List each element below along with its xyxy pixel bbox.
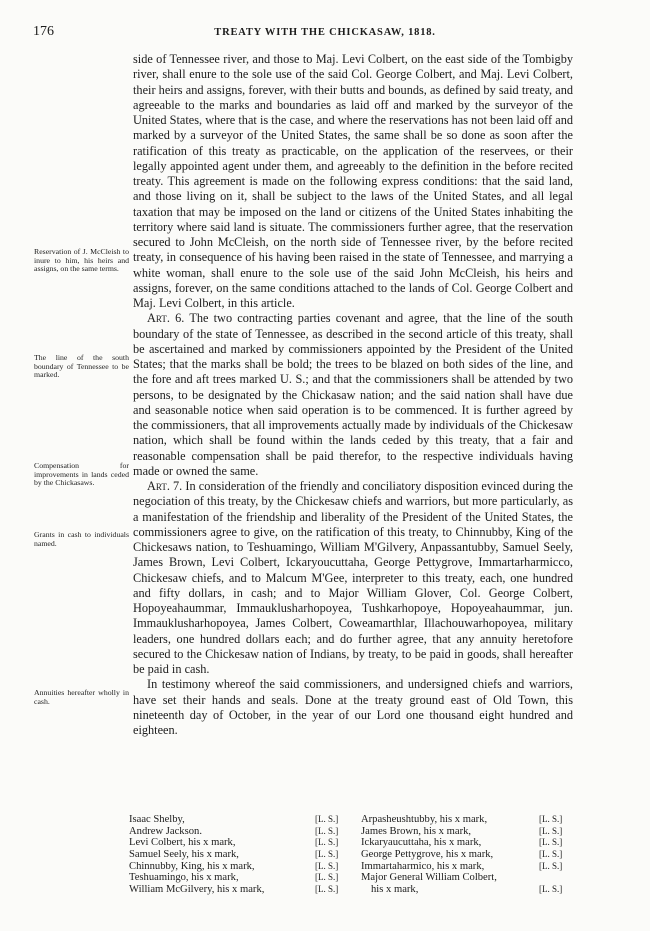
margin-note: Reservation of J. McCleish to inure to him, his heirs and assigns, on the same terms.	[34, 247, 129, 274]
paragraph-text: The two contracting parties covenant and agree, that the line of the south boundary of the state of Tennessee, as described in the second article of this treaty, shall be ascertained and marked by commissioners appointed by the President of the United States; that the marks shall be bold; the trees to be blazed on both sides of the line, and the fore and aft trees marked U. S.; and that the commissioners shall be attended by two persons, to be designated by the Chickasaw nation; and the said nation shall have due and seasonable notice when said operation is to be commenced. It is further agreed by the commissioners, that all improvements actually made by individuals of the Chickesaw nation, which shall be found within the lands ceded by this treaty, that a fair and reasonable compensation shall be paid therefor, to the respective individuals having made or owned the same.	[133, 311, 573, 478]
signatory-name: Immartaharmico, his x mark,	[361, 860, 485, 872]
signature-row	[361, 849, 579, 861]
paragraph-text: In testimony whereof the said commissioners, and undersigned chiefs and warriors, have set their hands and seals. Done at the treaty ground east of Old Town, this nineteenth day of October, in the year of our Lord one thousand eight hundred and eighteen.	[133, 677, 573, 737]
signature-row	[361, 861, 579, 873]
article-7-paragraph	[133, 479, 573, 677]
margin-note: Grants in cash to individuals named.	[34, 530, 129, 548]
seal-mark: [L. S.]	[539, 884, 563, 895]
paragraph-text: side of Tennessee river, and those to Maj. Levi Colbert, on the east side of the Tombigby river, shall enure to the sole use of the said Col. George Colbert, and Maj. Levi Colbert, their heirs and assigns, forever, with their butts and bounds, as defined by said treaty, and agreeable to the marks and boundaries as laid off and marked by the surveyor of the United States, where that is the case, and where the reservations has not been laid off and marked by a surveyor of the United States, the same shall be so done as soon after the ratification of this treaty as practicable, on the application of the reservees, or their legally appointed agent under them, and agreeably to the definition in the before recited treaty. This agreement is made on the following express conditions: that the said land, and those living on it, shall be subject to the laws of the United States, and all legal taxation that may be imposed on the land or citizens of the United States inhabiting the territory where said land is situate. The commissioners further agree, that the reservation secured to John McCleish, on the north side of Tennessee river, by the before recited treaty, in consequence of his having been raised in the state of Tennessee, and marrying a white woman, shall enure to the sole use of the said John McCleish, his heirs and assigns, forever, on the same conditions attached to the lands of Col. George Colbert and Maj. Levi Colbert, in this article.	[133, 52, 573, 310]
signature-column-left	[129, 814, 364, 896]
signatory-name: Teshuamingo, his x mark,	[129, 872, 239, 884]
signature-row	[129, 837, 364, 849]
signatory-name: Samuel Seely, his x mark,	[129, 849, 239, 861]
signatory-name: his x mark,	[371, 884, 419, 896]
article-label: Art. 6.	[147, 311, 185, 326]
signature-row	[129, 872, 364, 884]
signatory-name: Levi Colbert, his x mark,	[129, 837, 236, 849]
signature-row	[361, 837, 579, 849]
seal-mark: [L. S.]	[315, 849, 339, 860]
paragraph-text: In consideration of the friendly and conciliatory disposition evinced during the negociation of this treaty, by the Chickesaw chiefs and warriors, but more particularly, as a manifestation of the friendship and liberality of the President of the United States, the commissioners agree to give, on the ratification of this treaty, to Chinnubby, King of the Chickesaws nation, to Teshuamingo, William M'Gilvery, Anpassantubby, Samuel Seely, James Brown, Levi Colbert, Ickaryoucuttaha, George Pettygrove, Immartarharmicco, Chickesaw chiefs, and to Malcum M'Gee, interpreter to this treaty, each, one hundred and fifty dollars, in cash; and to Major William Glover, Col. George Colbert, Hopoyeahaummar, Immauklusharhopoyea, Tushkarhopoye, Hopoyeahaummar, jun. Immauklusharhopoyea, James Colbert, Coweamarthlar, Illachouwarhopoyea, military leaders, one hundred dollars each; and do further agree, that any annuity heretofore secured to the Chickesaw nation of Indians, by treaty, to be paid in goods, shall hereafter be paid in cash.	[133, 479, 574, 676]
signature-row	[129, 849, 364, 861]
signatory-name: Isaac Shelby,	[129, 814, 185, 825]
seal-mark: [L. S.]	[315, 884, 339, 895]
signatory-name: Ickaryaucuttaha, his x mark,	[361, 837, 482, 849]
signatory-name: Arpasheushtubby, his x mark,	[361, 814, 488, 825]
seal-mark: [L. S.]	[539, 860, 563, 871]
signature-row	[129, 826, 364, 838]
signature-row	[361, 872, 579, 884]
signature-row	[129, 861, 364, 873]
treaty-text	[133, 52, 573, 738]
seal-mark: [L. S.]	[539, 814, 563, 824]
signature-row	[129, 814, 364, 826]
signatory-name: Major General William Colbert,	[361, 872, 497, 884]
page-number: 176	[33, 24, 54, 39]
signature-row	[361, 826, 579, 838]
testimony-paragraph	[133, 677, 573, 738]
article-label: Art. 7.	[147, 479, 183, 493]
signatory-name: James Brown, his x mark,	[361, 825, 472, 837]
signature-column-right	[361, 814, 579, 896]
running-title: TREATY WITH THE CHICKASAW, 1818.	[214, 27, 436, 38]
signatory-name: George Pettygrove, his x mark,	[361, 849, 494, 861]
margin-note: Compensation for improvements in lands ceded by the Chickasaws.	[34, 461, 129, 488]
article-6-paragraph	[133, 311, 573, 479]
paragraph	[133, 52, 573, 311]
seal-mark: [L. S.]	[539, 837, 563, 848]
signature-row	[129, 884, 364, 896]
seal-mark: [L. S.]	[315, 814, 339, 824]
signature-row	[361, 884, 579, 896]
signatory-name: William McGilvery, his x mark,	[129, 884, 265, 896]
signature-row	[361, 814, 579, 826]
seal-mark: [L. S.]	[315, 837, 339, 848]
margin-note: Annuities hereafter wholly in cash.	[34, 688, 129, 706]
margin-note: The line of the south boundary of Tennessee to be marked.	[34, 353, 129, 380]
signatory-name: Andrew Jackson.	[129, 825, 202, 837]
seal-mark: [L. S.]	[539, 849, 563, 860]
seal-mark: [L. S.]	[315, 825, 339, 836]
seal-mark: [L. S.]	[315, 860, 339, 871]
seal-mark: [L. S.]	[315, 872, 339, 883]
signatory-name: Chinnubby, King, his x mark,	[129, 860, 255, 872]
seal-mark: [L. S.]	[539, 825, 563, 836]
